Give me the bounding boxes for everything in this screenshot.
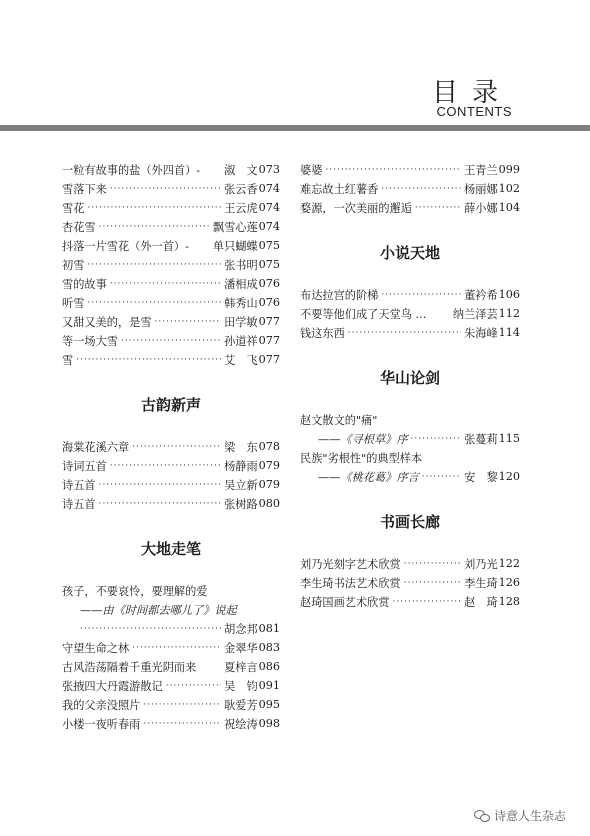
dot-leader [411,434,462,444]
toc-group-3 [62,581,280,733]
dot-leader [76,355,221,365]
toc-entry[interactable]: 杏花雪 ····· 飘雪心莲 074 [62,217,280,236]
page-subtitle: CONTENTS [436,104,512,119]
toc-entry[interactable]: 诗五首 ····· 吴立新 079 [62,475,280,494]
dot-leader [99,480,221,490]
toc-entry-title[interactable]: 孩子，不要哀怜，要理解的爱 [62,584,208,598]
toc-entry[interactable]: 古风浩荡隔着千重光阴而来 夏梓言 086 [62,660,280,674]
dot-leader [87,260,221,270]
dot-leader [166,681,221,691]
toc-entry[interactable]: 婆婆 ····· 王青兰 099 [300,160,520,179]
toc-entry-subtitle: ——由《时间都去哪儿了》说起 [80,603,237,617]
toc-entry[interactable]: 雪 ····· 艾 飞 077 [62,350,280,369]
dot-leader [381,290,461,300]
toc-entry[interactable]: 海棠花溪六章 ····· 梁 东 078 [62,437,280,456]
toc-entry[interactable]: 又甜又美的，是雪 ····· 田学敏 077 [62,312,280,331]
toc-entry[interactable]: ····· 胡念邦 081 [62,619,280,638]
dot-leader [404,559,461,569]
toc-group-1 [300,160,520,217]
toc-entry[interactable]: 雪落下来 ····· 张云香 074 [62,179,280,198]
toc-group-4 [300,554,520,611]
toc-entry[interactable]: 张掖四大丹霞游散记 ····· 吴 钧 091 [62,676,280,695]
toc-entry[interactable]: 抖落一片雪花（外一首）- 单只蝴蝶 075 [62,239,280,253]
dot-leader [110,184,221,194]
toc-entry[interactable]: 李生琦书法艺术欣赏 ····· 李生琦 126 [300,573,520,592]
dot-leader [121,336,221,346]
toc-entry[interactable]: 刘乃光刻字艺术欣赏 ····· 刘乃光 122 [300,554,520,573]
dot-leader [110,461,221,471]
toc-entry[interactable]: 诗词五首 ····· 杨静雨 079 [62,456,280,475]
dot-leader [80,624,221,634]
dot-leader [348,328,461,338]
section-heading: 华山论剑 [379,369,440,387]
toc-entry[interactable]: 婺源，一次美丽的邂逅 ····· 薛小娜 104 [300,198,520,217]
wechat-icon [474,810,490,822]
toc-entry[interactable]: 等一场大雪 ····· 孙道祥 077 [62,331,280,350]
toc-entry[interactable]: 不要等他们成了天堂鸟 … 纳兰泽芸 112 [300,307,520,321]
section-heading: 古韵新声 [140,396,201,414]
toc-entry[interactable]: 听雪 ····· 韩秀山 076 [62,293,280,312]
toc-group-2 [62,437,280,513]
dot-leader [143,700,221,710]
toc-group-2 [300,285,520,342]
toc-group-3 [300,410,520,486]
dot-leader [99,499,221,509]
dot-leader [415,203,461,213]
toc-entry[interactable]: 雪花 ····· 王云虎 074 [62,198,280,217]
toc-entry[interactable]: 我的父亲没照片 ····· 耿爱芳 095 [62,695,280,714]
toc-right-column [300,160,520,611]
dot-leader [132,442,221,452]
toc-entry[interactable]: 赵琦国画艺术欣赏 ····· 赵 琦 128 [300,592,520,611]
dot-leader [132,643,221,653]
page-title: 目录 [431,78,512,108]
toc-entry[interactable]: ——《寻根草》序 ····· 张蔓莉 115 [300,429,520,448]
dot-leader [155,317,222,327]
dot-leader [87,203,221,213]
section-heading: 大地走笔 [140,540,201,558]
toc-group-1 [62,160,280,369]
dot-leader [381,184,461,194]
dot-leader [393,597,462,607]
toc-entry-title[interactable]: 民族"劣根性"的典型样本 [300,451,423,465]
toc-entry[interactable]: 诗五首 ····· 张树路 080 [62,494,280,513]
toc-entry[interactable]: 雪的故事 ····· 潘相成 076 [62,274,280,293]
section-heading: 小说天地 [379,244,440,262]
toc-entry[interactable]: ——《桃花葛》序言 ····· 安 黎 120 [300,467,520,486]
toc-entry[interactable]: 一粒有故事的盐（外四首）- 淑 文 073 [62,163,280,177]
toc-entry-title[interactable]: 赵文散文的"痛" [300,413,378,427]
toc-entry[interactable]: 钱这东西 ····· 朱海峰 114 [300,323,520,342]
dot-leader [143,719,221,729]
toc-entry[interactable]: 布达拉宫的阶梯 ····· 董衿希 106 [300,285,520,304]
dot-leader [404,578,461,588]
dot-leader [422,472,461,482]
watermark [474,807,566,824]
toc-entry[interactable]: 难忘故土红薯香 ····· 杨丽娜 102 [300,179,520,198]
toc-entry[interactable]: 守望生命之林 ····· 金翠华 083 [62,638,280,657]
toc-entry[interactable]: 初雪 ····· 张书明 075 [62,255,280,274]
toc-left-column [62,160,280,733]
dot-leader [110,279,221,289]
toc-entry[interactable]: 小楼一夜听春雨 ····· 祝绘涛 098 [62,714,280,733]
header-divider [0,125,590,131]
section-heading: 书画长廊 [379,513,440,531]
watermark-text: 诗意人生杂志 [493,809,566,823]
dot-leader [87,298,221,308]
dot-leader [325,165,461,175]
dot-leader [99,222,210,232]
